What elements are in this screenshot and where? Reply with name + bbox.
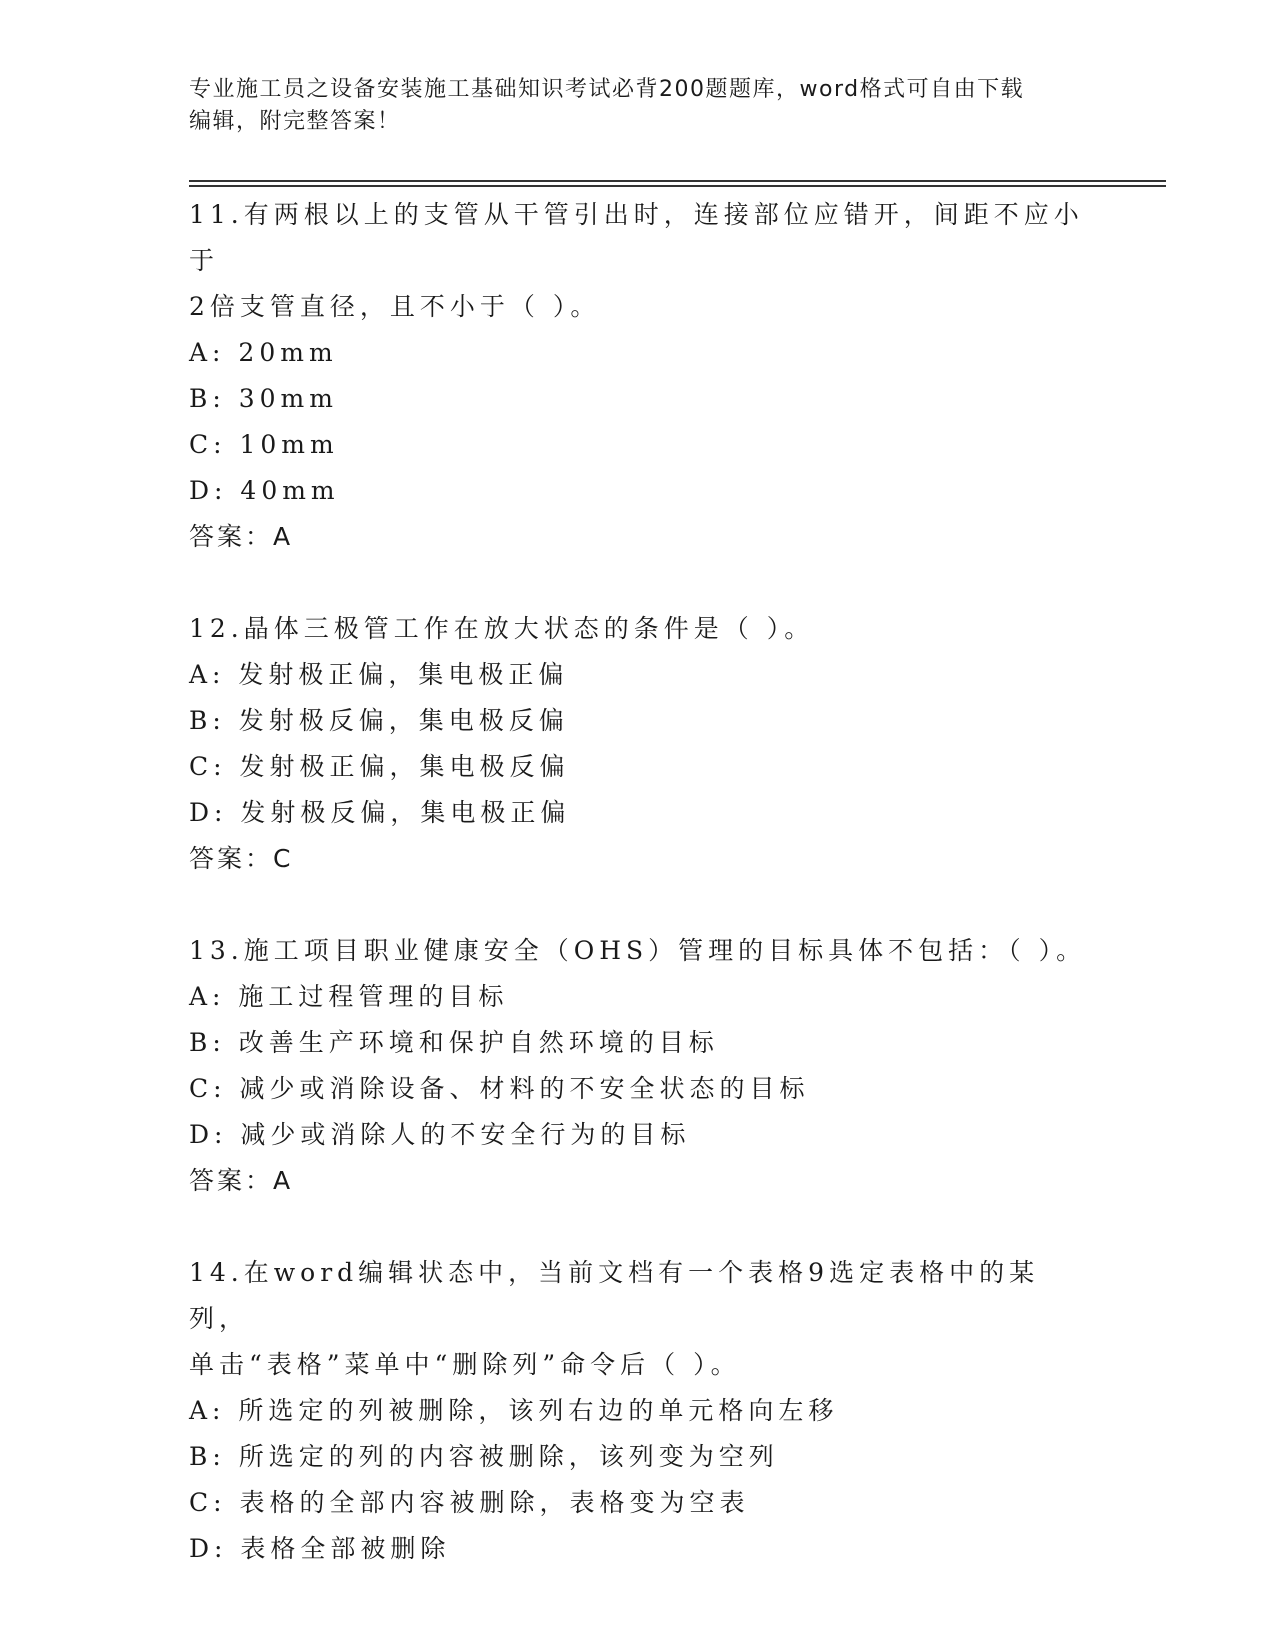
option-c: C: 减少或消除设备、材料的不安全状态的目标: [189, 1074, 810, 1103]
option-b: B: 30mm: [189, 384, 338, 413]
option-c: C: 表格的全部内容被删除，表格变为空表: [189, 1488, 750, 1517]
header-line-1: 专业施工员之设备安装施工基础知识考试必背200题题库，word格式可自由下载: [189, 77, 1025, 102]
question-12: [189, 606, 1089, 882]
question-text-line: 11.有两根以上的支管从干管引出时，连接部位应错开，间距不应小于: [189, 200, 1084, 275]
option-a: A: 施工过程管理的目标: [189, 982, 509, 1011]
header-divider-bottom: [189, 185, 1166, 187]
option-d: D: 减少或消除人的不安全行为的目标: [189, 1120, 691, 1149]
option-b: B: 发射极反偏，集电极反偏: [189, 706, 569, 735]
answer: 答案：A: [189, 522, 294, 551]
option-a: A: 所选定的列被删除，该列右边的单元格向左移: [189, 1396, 839, 1425]
option-c: C: 发射极正偏，集电极反偏: [189, 752, 570, 781]
option-c: C: 10mm: [189, 430, 339, 459]
question-text-line: 单击“表格”菜单中“删除列”命令后（ ）。: [189, 1350, 741, 1379]
header-line-2: 编辑，附完整答案！: [189, 109, 401, 134]
option-a: A: 发射极正偏，集电极正偏: [189, 660, 569, 689]
question-text-line: 13.施工项目职业健康安全（OHS）管理的目标具体不包括：（ ）。: [189, 936, 1087, 965]
option-d: D: 发射极反偏，集电极正偏: [189, 798, 571, 827]
question-text-line: 14.在word编辑状态中，当前文档有一个表格9选定表格中的某列，: [189, 1258, 1040, 1333]
option-d: D: 40mm: [189, 476, 340, 505]
question-text-line: 2倍支管直径，且不小于（ ）。: [189, 292, 601, 321]
option-a: A: 20mm: [189, 338, 338, 367]
option-d: D: 表格全部被删除: [189, 1534, 451, 1563]
question-text-line: 12.晶体三极管工作在放大状态的条件是（ ）。: [189, 614, 815, 643]
question-13: [189, 928, 1089, 1204]
answer: 答案：C: [189, 844, 294, 873]
question-14: [189, 1250, 1089, 1572]
answer: 答案：A: [189, 1166, 294, 1195]
question-list: [189, 192, 1089, 1618]
header-divider-top: [189, 180, 1166, 182]
question-11: [189, 192, 1089, 560]
option-b: B: 所选定的列的内容被删除，该列变为空列: [189, 1442, 779, 1471]
option-b: B: 改善生产环境和保护自然环境的目标: [189, 1028, 719, 1057]
document-header: [189, 74, 1089, 138]
